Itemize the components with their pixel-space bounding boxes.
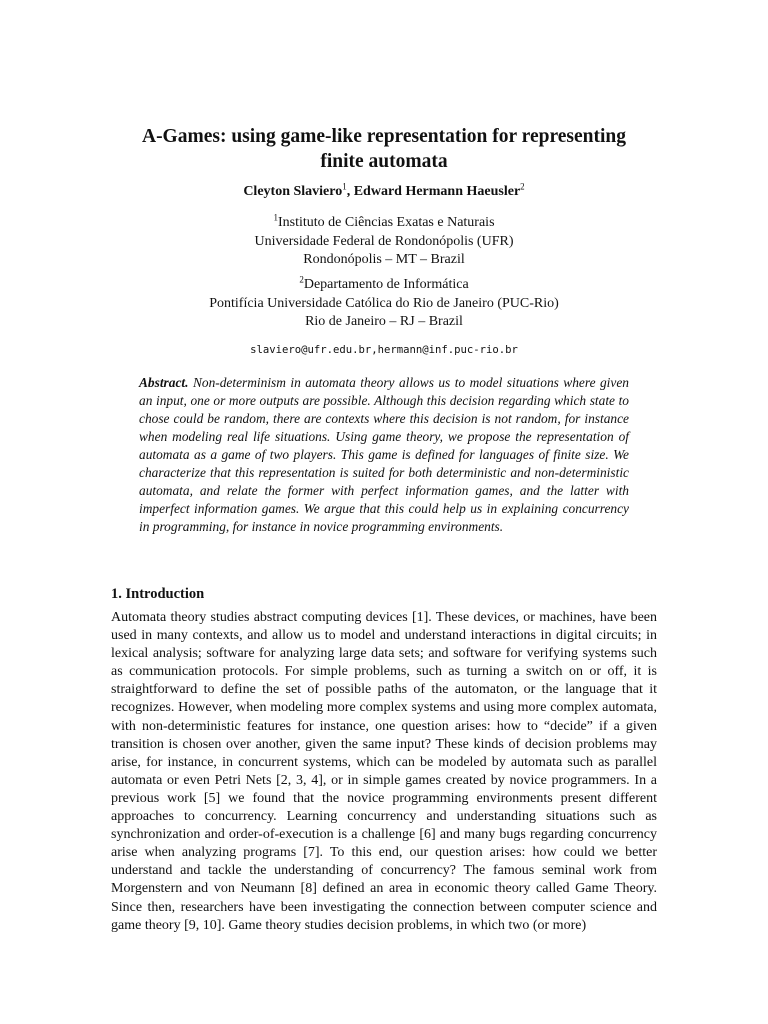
affiliation-marker: 2 [299,274,304,285]
author-emails: slaviero@ufr.edu.br,hermann@inf.puc-rio.br [250,344,518,356]
affiliation-block [84,214,684,270]
section-heading: 1. Introduction [111,586,205,602]
paper-title [84,124,684,174]
affiliation-line: Universidade Federal de Rondonópolis (UFR) [254,233,514,249]
affiliation-marker: 1 [273,212,278,223]
author-name: Cleyton Slaviero [243,184,343,199]
abstract-label: Abstract. [139,375,189,390]
affiliation-marker: 1 [342,181,347,192]
title-line-2: finite automata [320,151,448,172]
abstract-text: Non-determinism in automata theory allows us to model situations where given an input, one or more outputs are possible. Although this decision regarding which state to chose could be random, there are contexts where this decision is not random, for instance when modeling real life situations. Using game theory, we propose the representation of automata as a game of two players. This game is defined for languages of finite size. We characterize that this representation is suited for both deterministic and non-deterministic automata, and relate the former with perfect information games, and the latter with imperfect information games. We argue that this could help us in explaining concurrency in programming, for instance in novice programming environments. [139,375,629,535]
affiliation-line: Rio de Janeiro – RJ – Brazil [305,314,463,329]
title-line-1: A-Games: using game-like representation for representing [141,126,627,147]
section-body-text: Automata theory studies abstract computing devices [1]. These devices, or machines, have been used in many contexts, and allow us to model and understand interactions in digital circuits; in lexical analysis; software for analyzing large data sets; and software for verifying systems such as communication protocols. For simple problems, such as turning a switch on or off, it is straightforward to define the set of possible paths of the automaton, or the language that it recognizes. However, when modeling more complex systems and using more complex automata, with non-deterministic features for instance, one question arises: how to “decide” if a given transition is chosen over another, given the same input? These kinds of decision problems may arise, for instance, in concurrent systems, which can be modeled by automata such as parallel automata or even Petri Nets [2, 3, 4], or in simple games created by novice programmers. In a previous work [5] we found that the novice programming environments present different approaches to concurrency. Learning concurrency and understanding situations such as synchronization and order-of-execution is a challenge [6] and many bugs regarding concurrency arise when analyzing programs [7]. To this end, our question arises: how could we better understand and tackle the understanding of concurrency? The famous seminal work from Morgenstern and von Neumann [8] defined an area in economic theory called Game Theory. Since then, researchers have been investigating the connection between computer science and game theory [9, 10]. Game theory studies decision problems, in which two (or more) [111,610,657,933]
affiliation-block [84,276,684,332]
author-separator: , [346,184,354,199]
affiliation-marker: 2 [520,181,525,192]
affiliation-line: $^1$Instituto de Ciências Exatas e Naturais [273,212,495,230]
abstract [139,374,629,536]
author-name: Edward Hermann Haeusler [353,184,521,199]
affiliation-line: Pontifícia Universidade Católica do Rio de Janeiro (PUC-Rio) [209,295,559,311]
affiliation-line: $^2$Departamento de Informática [299,274,469,292]
author-list [84,183,684,201]
affiliation-line: Rondonópolis – MT – Brazil [303,252,465,267]
